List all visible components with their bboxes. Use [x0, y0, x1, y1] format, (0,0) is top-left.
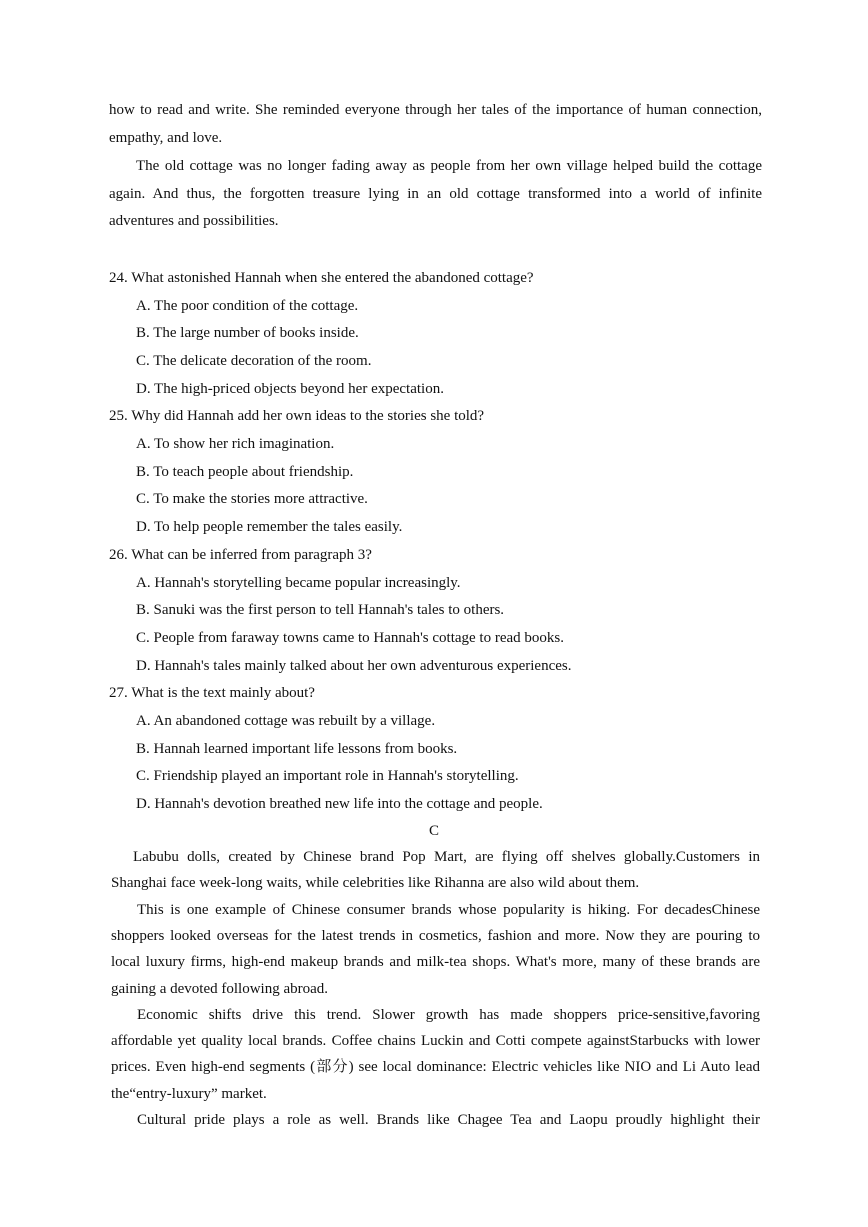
option-b: B. Sanuki was the first person to tell Hannah's tales to others. — [136, 602, 505, 618]
passage-line: Labubu dolls, created by Chinese brand Pop Mart, are flying off shelves globally.Customers in — [133, 849, 760, 865]
option-b: B. The large number of books inside. — [136, 325, 359, 341]
option-a: A. The poor condition of the cottage. — [136, 298, 359, 314]
passage-line: again. And thus, the forgotten treasure lying in an old cottage transformed into a world of infinite — [109, 186, 762, 202]
passage-line: how to read and write. She reminded everyone through her tales of the importance of human connection, — [109, 102, 762, 118]
option-b: B. To teach people about friendship. — [136, 464, 354, 480]
passage-line: Cultural pride plays a role as well. Brands like Chagee Tea and Laopu proudly highlight their — [137, 1112, 760, 1128]
passage-line: affordable yet quality local brands. Coffee chains Luckin and Cotti compete againstStarbucks with lower — [111, 1033, 760, 1049]
option-d: D. Hannah's tales mainly talked about her own adventurous experiences. — [136, 658, 572, 674]
option-c: C. To make the stories more attractive. — [136, 491, 368, 507]
question-stem: 27. What is the text mainly about? — [109, 685, 315, 701]
option-d: D. Hannah's devotion breathed new life into the cottage and people. — [136, 796, 543, 812]
option-d: D. To help people remember the tales easily. — [136, 519, 403, 535]
question-stem: 26. What can be inferred from paragraph 3? — [109, 547, 372, 563]
option-d: D. The high-priced objects beyond her expectation. — [136, 381, 444, 397]
option-a: A. An abandoned cottage was rebuilt by a village. — [136, 713, 436, 729]
option-a: A. Hannah's storytelling became popular increasingly. — [136, 575, 461, 591]
passage-line: the“entry-luxury” market. — [111, 1086, 267, 1102]
option-a: A. To show her rich imagination. — [136, 436, 335, 452]
passage-line: Shanghai face week-long waits, while celebrities like Rihanna are also wild about them. — [111, 875, 640, 891]
question-stem: 24. What astonished Hannah when she entered the abandoned cottage? — [109, 270, 534, 286]
section-heading: C — [428, 823, 439, 839]
option-b: B. Hannah learned important life lessons from books. — [136, 741, 458, 757]
passage-line: local luxury firms, high-end makeup brands and milk-tea shops. What's more, many of these brands are — [111, 954, 760, 970]
passage-line: Economic shifts drive this trend. Slower growth has made shoppers price-sensitive,favoring — [137, 1007, 760, 1023]
passage-line: shoppers looked overseas for the latest trends in cosmetics, fashion and more. Now they are pouring to — [111, 928, 760, 944]
passage-line: empathy, and love. — [109, 130, 223, 146]
question-stem: 25. Why did Hannah add her own ideas to the stories she told? — [109, 408, 485, 424]
option-c: C. People from faraway towns came to Hannah's cottage to read books. — [136, 630, 564, 646]
option-c: C. Friendship played an important role in Hannah's storytelling. — [136, 768, 519, 784]
passage-line: The old cottage was no longer fading away as people from her own village helped build the cottage — [136, 158, 762, 174]
passage-line: adventures and possibilities. — [109, 213, 279, 229]
passage-line: prices. Even high-end segments (部分) see local dominance: Electric vehicles like NIO and Li Auto lead — [111, 1059, 760, 1075]
passage-line: This is one example of Chinese consumer brands whose popularity is hiking. For decadesChinese — [137, 902, 760, 918]
option-c: C. The delicate decoration of the room. — [136, 353, 372, 369]
passage-line: gaining a devoted following abroad. — [111, 981, 329, 997]
